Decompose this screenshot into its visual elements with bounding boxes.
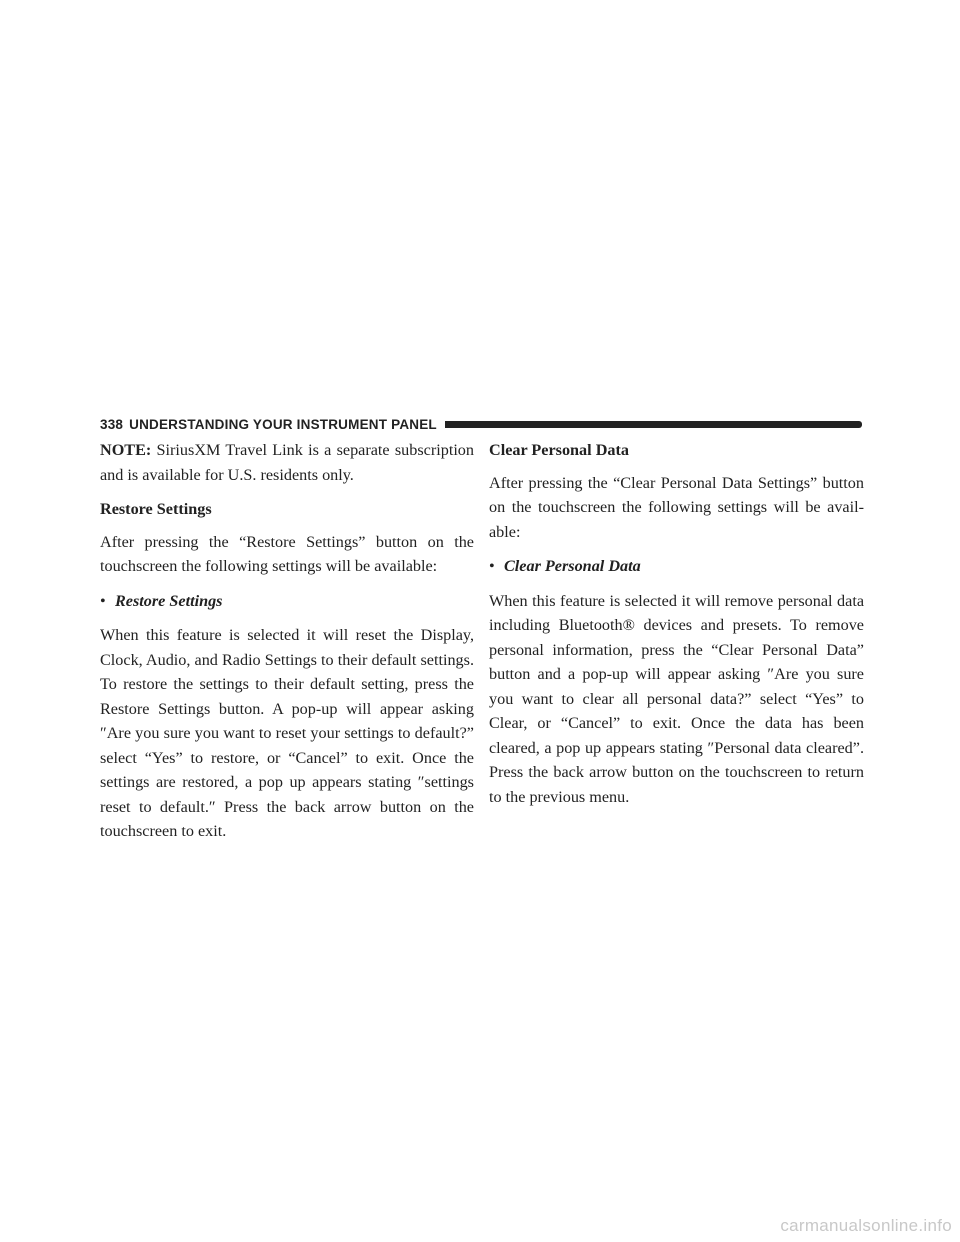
restore-bullet	[100, 589, 474, 614]
restore-settings-heading: Restore Settings	[100, 500, 212, 518]
clear-personal-data-heading: Clear Personal Data	[489, 441, 629, 459]
restore-bullet-text: Restore Settings	[115, 591, 223, 610]
restore-body: When this feature is selected it will reset the Display, Clock, Audio, and Radio Settings to their default settings. To restore the settings to their default setting, press the Restore Settings button. A pop-up will appear asking ″Are you sure you want to reset your settings to default?” select “Yes” to restore, or “Cancel” to exit. Once the settings are restored, a pop up appears stating ″settings reset to default.″ Press the back arrow button on the touchscreen to exit.	[100, 626, 474, 840]
clear-intro: After pressing the “Clear Personal Data Settings” button on the touchscreen the following settings will be avail-able:	[489, 473, 864, 541]
left-column	[100, 438, 474, 854]
bullet-icon: •	[489, 557, 495, 575]
page-number: 338	[100, 416, 124, 432]
clear-body: When this feature is selected it will remove personal data including Bluetooth® devices and presets. To remove personal information, press the “Clear Personal Data” button and a pop-up will appear asking ″Are you sure you want to clear all personal data?” select “Yes” to Clear, or “Cancel” to exit. Once the data has been cleared, a pop up appears stating ″Personal data cleared”. Press the back arrow button on the touchscreen to return to the previous menu.	[489, 591, 864, 806]
note-label: NOTE:	[100, 441, 152, 459]
section-title: UNDERSTANDING YOUR INSTRUMENT PANEL	[129, 416, 437, 432]
page-header	[100, 415, 862, 433]
note-paragraph	[100, 438, 474, 487]
bullet-icon: •	[100, 591, 106, 610]
header-rule	[445, 421, 862, 428]
clear-bullet	[489, 554, 864, 579]
watermark: carmanualsonline.info	[780, 1216, 952, 1235]
note-text: SiriusXM Travel Link is a separate subscription and is available for U.S. residents only.	[100, 441, 474, 484]
clear-bullet-text: Clear Personal Data	[504, 557, 641, 575]
restore-intro: After pressing the “Restore Settings” button on the touchscreen the following settings will be available:	[100, 532, 474, 575]
right-column	[489, 438, 864, 819]
